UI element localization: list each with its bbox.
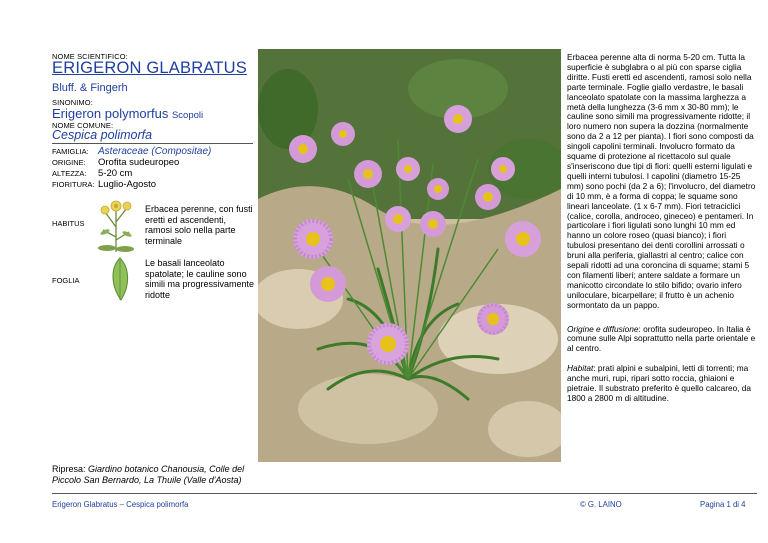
habitus-text: Erbacea perenne, con fusti eretti ed ascendenti, ramosi solo nella parte terminale xyxy=(145,204,253,246)
common-name: Cespica polimorfa xyxy=(52,128,153,142)
synonym xyxy=(52,106,203,121)
scientific-name: ERIGERON GLABRATUS xyxy=(52,59,247,77)
habitus-illustration xyxy=(95,192,137,254)
description-column xyxy=(567,53,757,404)
foglia-label: FOGLIA xyxy=(52,276,80,285)
footer-page-number: Pagina 1 di 4 xyxy=(700,500,746,509)
habitus-label: HABITUS xyxy=(52,219,85,228)
sci-name-label: NOME SCIENTIFICO: xyxy=(52,52,128,61)
info-row-fioritura: FIORITURA: Luglio-Agosto xyxy=(52,179,157,190)
info-row-origine: ORIGINE: Orofita sudeuropeo xyxy=(52,157,180,168)
synonym-label: SINONIMO: xyxy=(52,98,93,107)
footer-copyright: © G. LAINO xyxy=(580,500,622,509)
synonym-name: Erigeron polymorfus xyxy=(52,106,169,121)
description-text: Erbacea perenne alta di norma 5-20 cm. Tutta la superficie è subglabra o al più con sparse ciglia diritte. Fusti eretti ed ascendenti, ramosi solo nella parte terminale. Foglie giallo verdastre, le basali lanceolato spatolate con la massima larghezza a metà della lunghezza (3-6 mm x 30-80 mm); le cauline sono simili ma progressivamente ridotte; il loro numero non supera la dozzina (normalmente sono da 2 a 12 per pianta). I fiori sono composti da singoli capolini terminali. Involucro formato da squame di protezione al ricettacolo sul quale s'inseriscono due tipi di fiori: quelli esterni ligulati e quelli interni tubulosi. I capolini (diametro 15-25 mm) sono pochi (da 2 a 6); l'involucro, del diametro di 10 mm, è a forma di coppa; le squame sono lineari lanceolate. (1 x 6-7 mm). Fiori tetraciclici (calice, corolla, androceo, gineceo) e pentameri. In particolare i fiori ligulati sono lunghi 10 mm ed hanno un colore roseo (quasi bianco); i fiori tubulosi presentano dei denti corollini arrossati o bruni alla periferia, giallastri al centro; calice con sepali ridotti ad una coroncina di squame; stami 5 con filamenti liberi; antere saldate a formare un manicotto circondate lo stilo bifido; ovario infero uniloculare, bicarpellare; il frutto è un achenio sormontato da un pappo. xyxy=(567,52,756,310)
info-table xyxy=(52,146,257,190)
habitat-label: Habitat xyxy=(567,363,594,374)
info-row-altezza: ALTEZZA: 5-20 cm xyxy=(52,168,133,179)
footer-title: Erigeron Glabratus – Cespica polimorfa xyxy=(52,500,189,509)
leaf-illustration xyxy=(108,256,132,302)
origin-label: Origine e diffusione xyxy=(567,323,639,334)
common-name-label: NOME COMUNE: xyxy=(52,121,114,130)
synonym-author: Scopoli xyxy=(171,110,204,121)
header-divider xyxy=(52,143,253,144)
habitat-text: : prati alpini e subalpini, letti di torrenti; ma anche muri, rupi, ripari sotto roccia, ghiaioni e pietraie. Il substrato preferito è quello calcareo, da 1800 a 2800 m di altitudine. xyxy=(567,363,752,403)
info-row-famiglia: FAMIGLIA: Asteraceae (Compositae) xyxy=(52,146,212,157)
caption-prefix: Ripresa: xyxy=(52,464,89,474)
origin-paragraph xyxy=(567,325,757,355)
photo-caption xyxy=(52,464,257,486)
habitat-paragraph xyxy=(567,364,757,404)
author: Bluff. & Fingerh xyxy=(52,82,128,94)
origin-text: : orofita sudeuropeo. In Italia è comune sulle Alpi soprattutto nella parte orientale e al centro. xyxy=(567,323,756,354)
plant-photo xyxy=(258,49,561,462)
footer-divider xyxy=(52,493,757,494)
foglia-text: Le basali lanceolato spatolate; le cauline sono simili ma progressivamente ridotte xyxy=(145,258,255,300)
caption-text: Giardino botanico Chanousia, Colle del Piccolo San Bernardo, La Thuile (Valle d'Aosta) xyxy=(52,464,245,485)
erigeron-photo-illustration xyxy=(258,49,561,462)
